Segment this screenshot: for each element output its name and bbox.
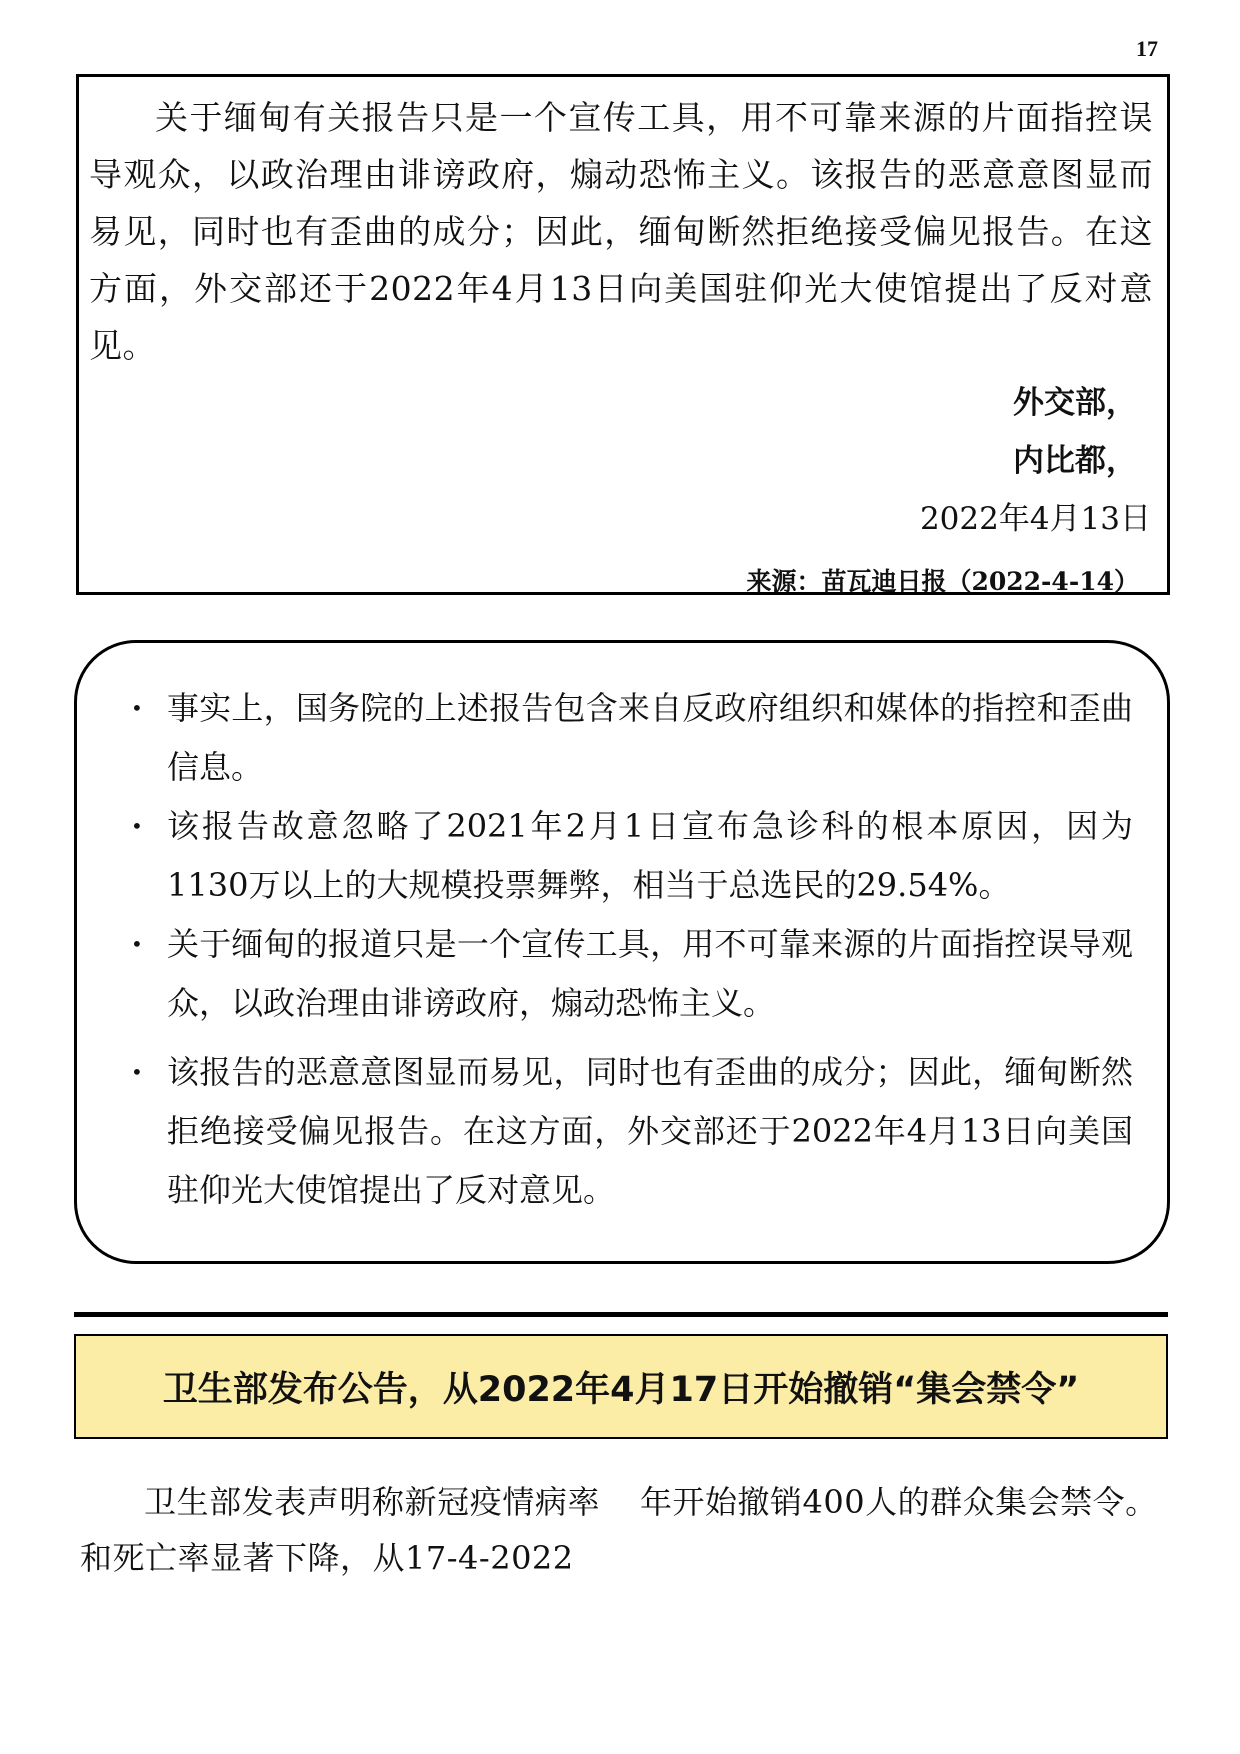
statement-box <box>76 74 1170 595</box>
bullet-icon: • <box>131 814 143 838</box>
signature-org: 外交部， <box>1013 385 1137 421</box>
list-item <box>131 1043 1133 1220</box>
statement-body: 关于缅甸有关报告只是一个宣传工具，用不可靠来源的片面指控误导观众，以政治理由诽谤政府，煽动恐怖主义。该报告的恶意意图显而易见，同时也有歪曲的成分；因此，缅甸断然拒绝接受偏见报告。在这方面，外交部还于2022年4月13日向美国驻仰光大使馆提出了反对意见。 <box>89 98 1153 365</box>
source-citation: 来源：苗瓦迪日报（2022-4-14） <box>746 567 1139 596</box>
page-number: 17 <box>1136 36 1158 61</box>
list-item <box>131 679 1133 797</box>
summary-box <box>74 640 1170 1264</box>
bullet-icon: • <box>131 1060 143 1084</box>
list-item <box>131 915 1133 1033</box>
list-item-text: 该报告故意忽略了2021年2月1日宣布急诊科的根本原因，因为1130万以上的大规模投票舞弊，相当于总选民的29.54%。 <box>167 807 1133 904</box>
headline-box <box>74 1334 1168 1439</box>
list-item-text: 关于缅甸的报道只是一个宣传工具，用不可靠来源的片面指控误导观众，以政治理由诽谤政府，煽动恐怖主义。 <box>167 925 1133 1022</box>
list-item-text: 事实上，国务院的上述报告包含来自反政府组织和媒体的指控和歪曲信息。 <box>167 689 1133 786</box>
list-item <box>131 797 1133 915</box>
section-divider <box>74 1312 1168 1317</box>
article-column-left: 卫生部发表声明称新冠疫情病率和死亡率显著下降，从17-4-2022 <box>80 1483 600 1577</box>
bullet-icon: • <box>131 696 143 720</box>
signature-date: 2022年4月13日 <box>919 501 1151 537</box>
bullet-icon: • <box>131 932 143 956</box>
signature-city: 内比都， <box>1013 443 1137 479</box>
article-headline: 卫生部发布公告，从2022年4月17日开始撤销“集会禁令” <box>162 1369 1080 1410</box>
summary-list <box>131 679 1133 1220</box>
list-item-text: 该报告的恶意意图显而易见，同时也有歪曲的成分；因此，缅甸断然拒绝接受偏见报告。在这方面，外交部还于2022年4月13日向美国驻仰光大使馆提出了反对意见。 <box>167 1053 1133 1209</box>
article-column-right: 年开始撤销400人的群众集会禁令。 <box>640 1483 1158 1521</box>
